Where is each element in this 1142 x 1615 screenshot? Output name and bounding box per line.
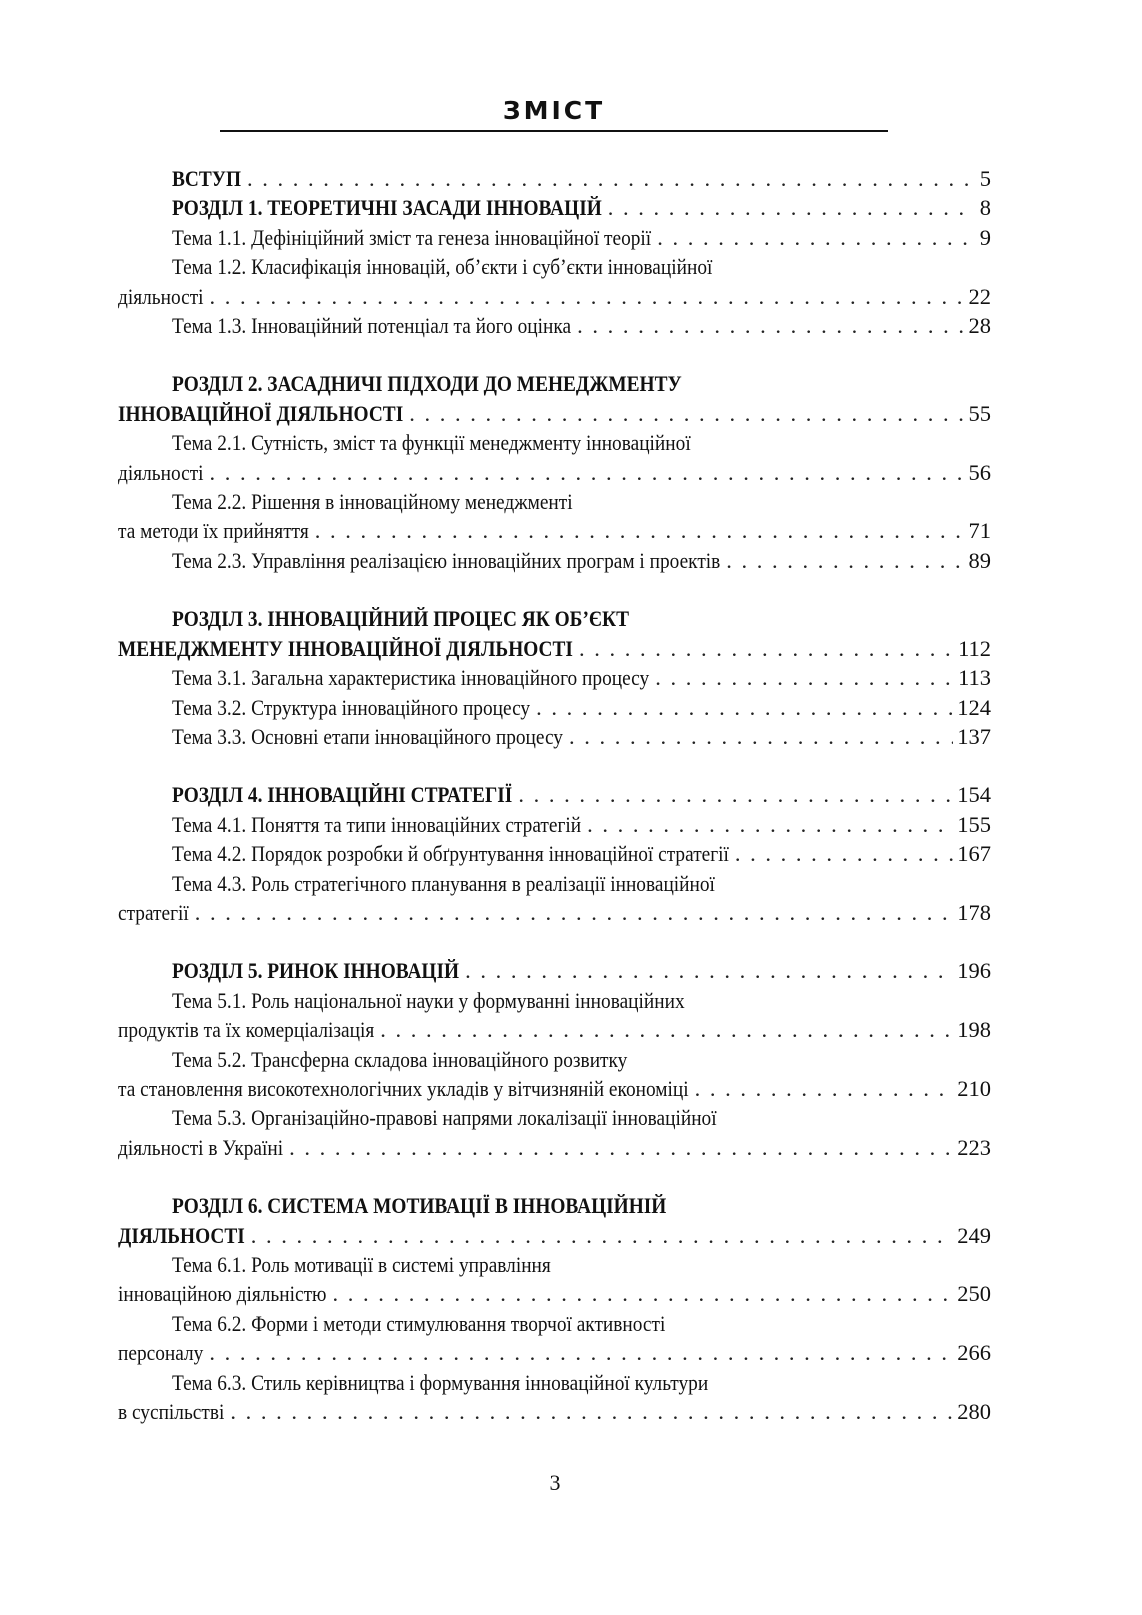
toc-entry-line <box>118 1250 991 1279</box>
toc-page-number: 8 <box>979 195 991 221</box>
dot-leader <box>577 311 964 340</box>
toc-entry-title: діяльності <box>118 283 204 309</box>
toc-entry-line <box>118 282 991 311</box>
toc-topic-entry[interactable] <box>118 1045 991 1104</box>
toc-entry-line <box>118 252 991 281</box>
toc-entry-line <box>118 693 991 722</box>
toc-topic-entry[interactable] <box>118 869 991 928</box>
toc-page-number: 112 <box>958 635 991 661</box>
toc-topic-entry[interactable] <box>118 722 991 751</box>
toc-entry-title: РОЗДІЛ 5. РИНОК ІННОВАЦІЙ <box>172 958 460 984</box>
toc-entry-line <box>118 369 991 398</box>
toc-entry-title: Тема 1.1. Дефініційний зміст та генеза інноваційної теорії <box>172 224 652 250</box>
toc-entry-line <box>118 399 991 428</box>
toc-entry-line <box>118 164 991 193</box>
toc-entry-line <box>118 604 991 633</box>
dot-leader <box>247 164 973 193</box>
toc-entry-title: РОЗДІЛ 1. ТЕОРЕТИЧНІ ЗАСАДИ ІННОВАЦІЙ <box>172 195 602 221</box>
toc-entry-title: персоналу <box>118 1340 204 1366</box>
toc-topic-entry[interactable] <box>118 693 991 722</box>
toc-entry-line <box>118 1045 991 1074</box>
toc-page-number: 249 <box>957 1222 991 1248</box>
toc-entry-title: інноваційною діяльністю <box>118 1281 327 1307</box>
dot-leader <box>608 193 973 222</box>
toc-topic-entry[interactable] <box>118 986 991 1045</box>
toc-entry-title: та становлення високотехнологічних укладів у вітчизняній економіці <box>118 1075 689 1101</box>
dot-leader <box>587 810 953 839</box>
toc-page-number: 22 <box>968 283 991 309</box>
toc-entry-title: продуктів та їх комерціалізація <box>118 1017 375 1043</box>
toc-entry-title: Тема 4.2. Порядок розробки й обґрунтування інноваційної стратегії <box>172 841 729 867</box>
toc-entry-title: та методи їх прийняття <box>118 518 309 544</box>
toc-entry-title: МЕНЕДЖМЕНТУ ІННОВАЦІЙНОЇ ДІЯЛЬНОСТІ <box>118 635 573 661</box>
toc-entry-line <box>118 546 991 575</box>
dot-leader <box>465 956 953 985</box>
toc-entry-line <box>118 1397 991 1426</box>
toc-topic-entry[interactable] <box>118 1250 991 1309</box>
toc-entry-line <box>118 1191 991 1220</box>
toc-entry-title: Тема 2.1. Сутність, зміст та функції менеджменту інноваційної <box>172 430 691 456</box>
toc-entry-line <box>118 1015 991 1044</box>
toc-entry-title: Тема 5.2. Трансферна складова інноваційного розвитку <box>172 1046 628 1072</box>
dot-leader <box>209 1338 953 1367</box>
toc-page-number: 210 <box>957 1075 991 1101</box>
dot-leader <box>409 399 964 428</box>
toc-entry-title: Тема 1.2. Класифікація інновацій, об’єкти і суб’єкти інноваційної <box>172 254 713 280</box>
toc-entry-line <box>118 1074 991 1103</box>
toc-topic-entry[interactable] <box>118 223 991 252</box>
toc-entry-line <box>118 1279 991 1308</box>
dot-leader <box>657 223 973 252</box>
toc-entry-title: Тема 3.3. Основні етапи інноваційного процесу <box>172 723 563 749</box>
toc-entry-line <box>118 1368 991 1397</box>
dot-leader <box>210 282 965 311</box>
toc-entry-title: в суспільстві <box>118 1399 225 1425</box>
toc-page-number: 280 <box>957 1399 991 1425</box>
toc-section-entry[interactable] <box>118 604 991 663</box>
toc-entry-title: Тема 5.3. Організаційно-правові напрями локалізації інноваційної <box>172 1105 717 1131</box>
toc-entry-line <box>118 780 991 809</box>
toc-section-entry[interactable] <box>118 193 991 222</box>
toc-entry-line <box>118 869 991 898</box>
dot-leader <box>315 516 965 545</box>
toc-entry-line <box>118 898 991 927</box>
dot-leader <box>251 1221 953 1250</box>
toc-entry-line <box>118 1338 991 1367</box>
toc-entry-title: Тема 3.1. Загальна характеристика інноваційного процесу <box>172 665 650 691</box>
toc-page-number: 89 <box>968 547 991 573</box>
toc-entry-line <box>118 487 991 516</box>
toc-page-number: 55 <box>968 400 991 426</box>
toc-page-number: 28 <box>968 313 991 339</box>
toc-entry-title: діяльності в Україні <box>118 1134 284 1160</box>
toc-entry-title: ДІЯЛЬНОСТІ <box>118 1222 245 1248</box>
toc-page-number: 9 <box>979 224 991 250</box>
page-title: ЗМІСТ <box>502 96 606 125</box>
toc-entry-line <box>118 839 991 868</box>
toc-topic-entry[interactable] <box>118 839 991 868</box>
toc-entry-title: ІННОВАЦІЙНОЇ ДІЯЛЬНОСТІ <box>118 400 404 426</box>
toc-entry-line <box>118 193 991 222</box>
toc-topic-entry[interactable] <box>118 810 991 839</box>
toc-page-number: 154 <box>957 782 991 808</box>
toc-entry-line <box>118 1133 991 1162</box>
page-number: 3 <box>549 1470 561 1495</box>
toc-entry-line <box>118 516 991 545</box>
toc-entry-line <box>118 810 991 839</box>
toc-section-entry[interactable] <box>118 956 991 985</box>
toc-entry-line <box>118 1221 991 1250</box>
toc-page-number: 250 <box>957 1281 991 1307</box>
toc-entry-title: РОЗДІЛ 3. ІННОВАЦІЙНИЙ ПРОЦЕС ЯК ОБ’ЄКТ <box>172 606 629 632</box>
toc-topic-entry[interactable] <box>118 663 991 692</box>
toc-topic-entry[interactable] <box>118 1309 991 1368</box>
toc-topic-entry[interactable] <box>118 311 991 340</box>
dot-leader <box>726 546 964 575</box>
dot-leader <box>210 458 965 487</box>
toc-entry-title: Тема 2.2. Рішення в інноваційному менеджменті <box>172 489 573 515</box>
toc-page-number: 137 <box>957 723 991 749</box>
toc-page-number: 5 <box>979 166 991 191</box>
toc-entry-line <box>118 1309 991 1338</box>
dot-leader <box>380 1015 953 1044</box>
toc-page-number: 196 <box>957 958 991 984</box>
toc-topic-entry[interactable] <box>118 487 991 546</box>
toc-entry-line <box>118 634 991 663</box>
dot-leader <box>569 722 953 751</box>
toc-entry-title: Тема 5.1. Роль національної науки у формуванні інноваційних <box>172 987 685 1013</box>
toc-entry-line <box>118 986 991 1015</box>
toc-page-number: 71 <box>968 518 991 544</box>
dot-leader <box>579 634 954 663</box>
dot-leader <box>536 693 953 722</box>
toc-page-number: 56 <box>968 459 991 485</box>
toc-entry-title: Тема 6.1. Роль мотивації в системі управління <box>172 1252 551 1277</box>
toc-entry-line <box>118 956 991 985</box>
toc-entry-title: стратегії <box>118 899 189 925</box>
toc-section-entry[interactable] <box>118 369 991 428</box>
toc-topic-entry[interactable] <box>118 252 991 311</box>
toc-entry-title: РОЗДІЛ 4. ІННОВАЦІЙНІ СТРАТЕГІЇ <box>172 782 513 808</box>
toc-entry-line <box>118 223 991 252</box>
dot-leader <box>230 1397 953 1426</box>
dot-leader <box>518 780 953 809</box>
toc-section-entry[interactable] <box>118 1191 991 1250</box>
toc-page-number: 167 <box>957 841 991 867</box>
toc-topic-entry[interactable] <box>118 546 991 575</box>
toc-entry-title: РОЗДІЛ 2. ЗАСАДНИЧІ ПІДХОДИ ДО МЕНЕДЖМЕНТУ <box>172 371 682 397</box>
toc-section-entry[interactable] <box>118 780 991 809</box>
title-underline <box>220 130 888 132</box>
toc-page-number: 113 <box>958 665 991 691</box>
toc-topic-entry[interactable] <box>118 1103 991 1162</box>
toc-page-number: 266 <box>957 1340 991 1366</box>
toc-entry-title: Тема 6.2. Форми і методи стимулювання творчої активності <box>172 1310 666 1336</box>
toc-page-number: 223 <box>957 1134 991 1160</box>
toc-entry-title: Тема 4.1. Поняття та типи інноваційних стратегій <box>172 811 582 837</box>
toc-entry-line <box>118 1103 991 1132</box>
dot-leader <box>195 898 953 927</box>
toc-entry-title: ВСТУП <box>172 166 242 191</box>
toc-entry-line <box>118 663 991 692</box>
toc-entry-line <box>118 428 991 457</box>
dot-leader <box>735 839 953 868</box>
toc-topic-entry[interactable] <box>118 1368 991 1427</box>
toc-entry-line <box>118 722 991 751</box>
toc-entry-line <box>118 458 991 487</box>
toc-entry-title: Тема 6.3. Стиль керівництва і формування інноваційної культури <box>172 1369 709 1395</box>
toc-page-number: 124 <box>957 694 991 720</box>
toc-entry-line <box>118 311 991 340</box>
toc-page-number: 198 <box>957 1017 991 1043</box>
toc-entry-title: Тема 1.3. Інноваційний потенціал та його оцінка <box>172 313 572 339</box>
dot-leader <box>332 1279 953 1308</box>
dot-leader <box>655 663 954 692</box>
table-of-contents <box>118 164 991 1426</box>
toc-entry-title: Тема 2.3. Управління реалізацією інноваційних програм і проектів <box>172 547 721 573</box>
toc-page-number: 178 <box>957 899 991 925</box>
toc-page-number: 155 <box>957 811 991 837</box>
toc-entry-title: діяльності <box>118 459 204 485</box>
dot-leader <box>289 1133 953 1162</box>
dot-leader <box>695 1074 954 1103</box>
toc-entry-title: Тема 4.3. Роль стратегічного планування в реалізації інноваційної <box>172 870 715 896</box>
toc-section-entry[interactable] <box>118 164 991 193</box>
toc-topic-entry[interactable] <box>118 428 991 487</box>
toc-entry-title: РОЗДІЛ 6. СИСТЕМА МОТИВАЦІЇ В ІННОВАЦІЙНІЙ <box>172 1193 667 1219</box>
toc-entry-title: Тема 3.2. Структура інноваційного процесу <box>172 694 531 720</box>
